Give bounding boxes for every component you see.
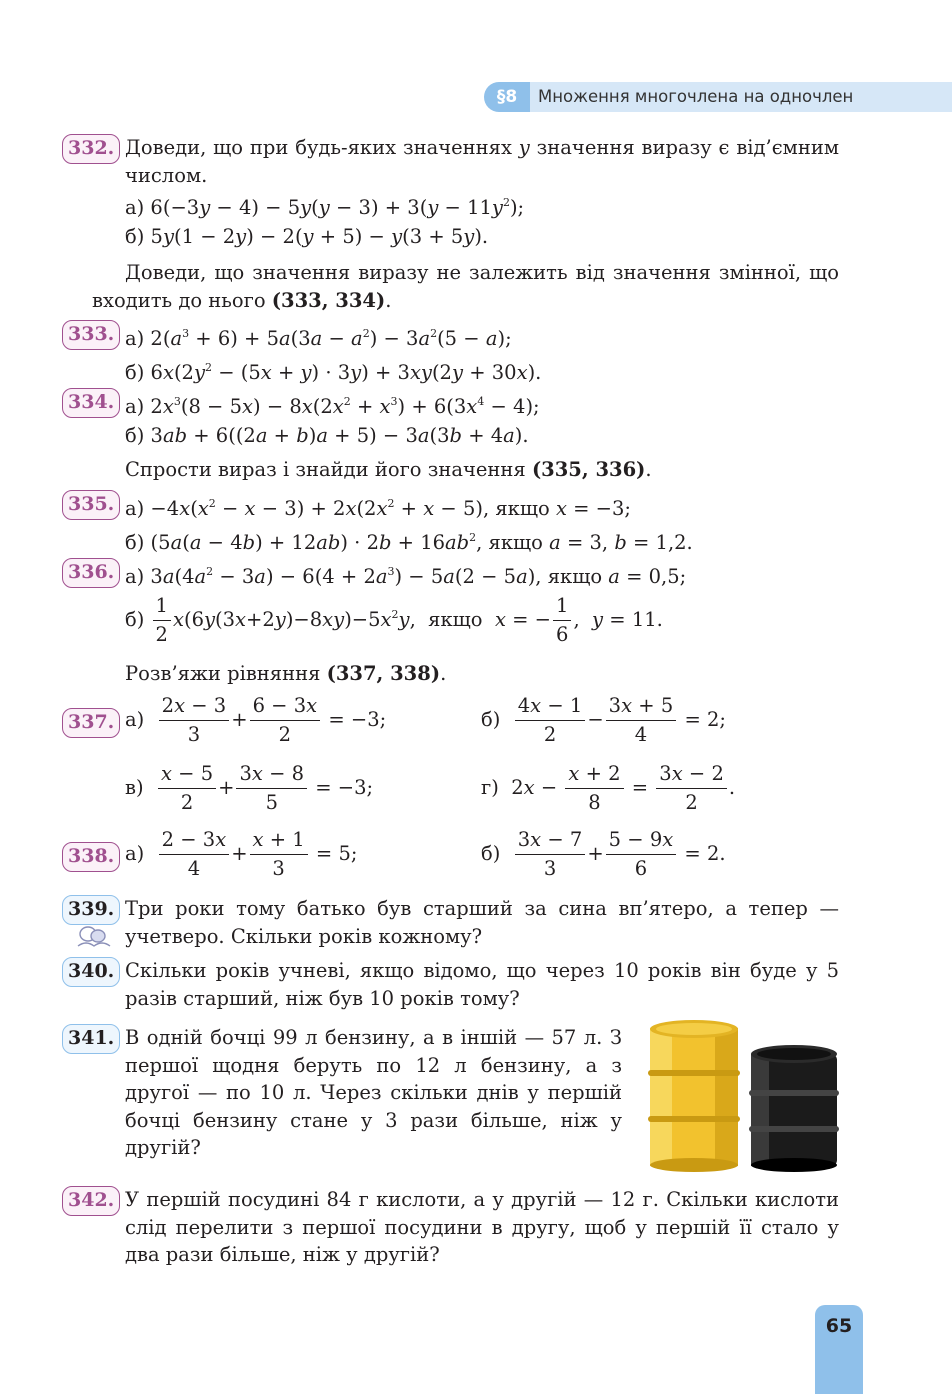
problem-number-334: 334. <box>62 388 120 418</box>
intro-333-334: Доведи, що значення виразу не залежить від значення змінної, що входить до нього (333, 334). <box>92 261 839 312</box>
problem-337-a: а) $\frac{2x - 3}{3}$ + $\frac{6 - 3x}{2}$ = −3; <box>125 694 387 746</box>
pair-work-icon <box>76 925 112 947</box>
section-header <box>484 82 952 112</box>
problem-339-text: Три роки тому батько був старший за сина вп’ятеро, а тепер — учетверо. Скільки років кожному? <box>125 897 839 948</box>
problem-number-337: 337. <box>62 708 120 738</box>
problem-335-a: $а) -4x(x^2 - x - 3) + 2x(2x^2 + x - 5)$, якщо x = −3; <box>125 497 631 520</box>
problem-334-b: б) 3ab + 6((2a + b)a + 5) − 3a(3b + 4a). <box>125 424 529 447</box>
problem-number-342: 342. <box>62 1186 120 1216</box>
page-number: 65 <box>825 1315 853 1337</box>
problem-337-d: г) 2x − $\frac{x + 2}{8}$ = $\frac{3x - 2}{2}$ . <box>481 762 736 814</box>
problem-number-338: 338. <box>62 842 120 872</box>
problem-332-a: а) $6(-3y - 4) - 5y(y - 3) + 3(y - 11y^2)$; <box>125 196 525 219</box>
problem-338-b: б) $\frac{3x - 7}{3}$ + $\frac{5 - 9x}{6}$ = 2. <box>481 828 726 880</box>
section-title: Множення многочлена на одночлен <box>538 87 854 106</box>
problem-337-b: б) $\frac{4x - 1}{2}$ − $\frac{3x + 5}{4}$ = 2; <box>481 694 726 746</box>
problem-number-336: 336. <box>62 558 120 588</box>
problem-340-text: Скільки років учневі, якщо відомо, що через 10 років він буде у 5 разів старший, ніж був 10 років тому? <box>125 959 839 1010</box>
problem-341-text: В одній бочці 99 л бензину, а в іншій — 57 л. З першої щодня беруть по 12 л бензину, а з другої — по 10 л. Через скільки днів у першій бочці бензину стане у 3 рази більше, ніж у другій? <box>125 1026 622 1159</box>
problem-number-335: 335. <box>62 490 120 520</box>
problem-334-a: а) $2x^3(8 - 5x) - 8x(2x^2 + x^3) + 6(3x^4 - 4)$; <box>125 395 540 418</box>
problem-338-a: а) $\frac{2 - 3x}{4}$ + $\frac{x + 1}{3}$ = 5; <box>125 828 358 880</box>
problem-335-b: б) $(5a(a - 4b) + 12ab) \cdot 2b + 16ab^2$, якщо a = 3, b = 1,2. <box>125 531 693 554</box>
problem-number-341: 341. <box>62 1024 120 1054</box>
problem-number-332: 332. <box>62 134 120 164</box>
problem-342-text: У першій посудині 84 г кислоти, а у другій — 12 г. Скільки кислоти слід перелити з першої посудини в другу, щоб у першій її стало у два рази більше, ніж у другій? <box>125 1188 839 1266</box>
problem-336-a: а) $3a(4a^2 - 3a) - 6(4 + 2a^3) - 5a(2 - 5a)$, якщо a = 0,5; <box>125 565 687 588</box>
problem-number-333: 333. <box>62 320 120 350</box>
yellow-barrel-icon <box>648 1020 740 1172</box>
intro-337-338: Розв’яжи рівняння (337, 338). <box>125 662 447 685</box>
intro-335-336: Спрости вираз і знайди його значення (335, 336). <box>125 458 652 481</box>
problem-number-340: 340. <box>62 957 120 987</box>
black-barrel-icon <box>749 1045 839 1172</box>
section-number: §8 <box>484 82 530 112</box>
problem-337-c: в) $\frac{x - 5}{2}$ + $\frac{3x - 8}{5}$ = −3; <box>125 762 374 814</box>
problem-336-b: б) $\frac{1}{2}$ $x(6y(3x+2y)-8xy)-5x^2y$, якщо x = − $\frac{1}{6}$ , y = 11. <box>125 594 663 646</box>
problem-332-b: б) 5y(1 − 2y) − 2(y + 5) − y(3 + 5y). <box>125 225 489 248</box>
problem-332-text: Доведи, що при будь-яких значеннях y значення виразу є від’ємним числом. <box>125 136 839 187</box>
barrels-illustration <box>645 1018 841 1172</box>
problem-number-339: 339. <box>62 895 120 925</box>
problem-333-a: а) $2(a^3 + 6) + 5a(3a - a^2) - 3a^2(5 - a)$; <box>125 327 512 350</box>
problem-333-b: б) $6x(2y^2 - (5x + y) \cdot 3y) + 3xy(2y + 30x)$. <box>125 361 542 384</box>
